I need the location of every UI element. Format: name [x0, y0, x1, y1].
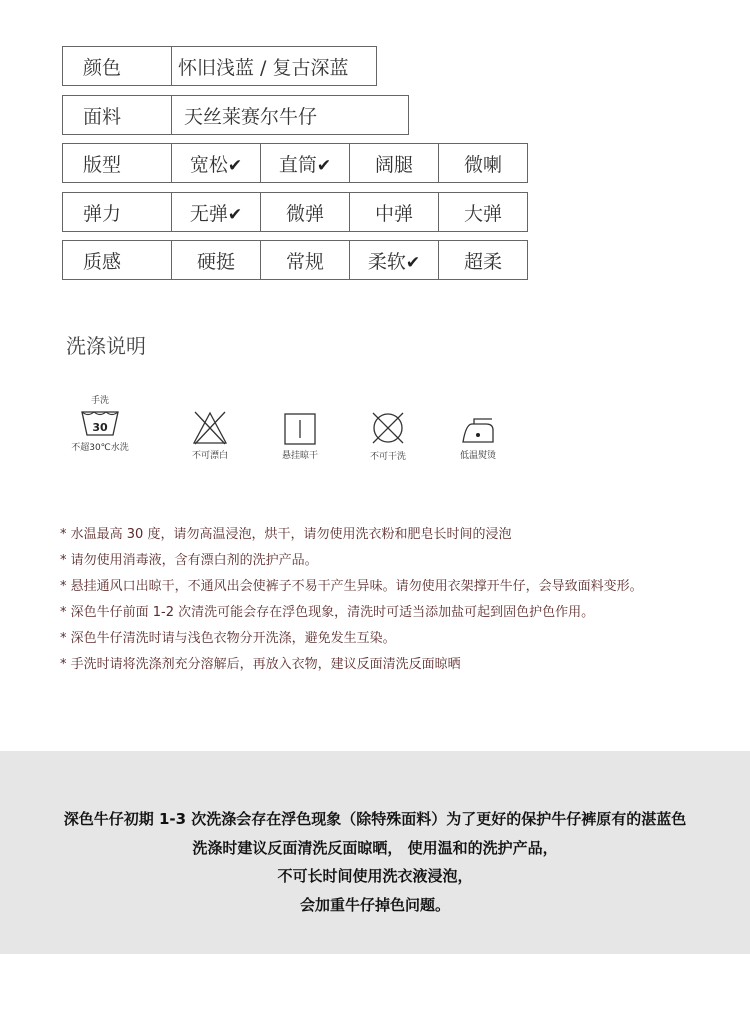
- stretch-label: 弹力: [63, 193, 172, 232]
- wash-note: * 悬挂通风口出晾干，不通风出会使裤子不易干产生异味。请勿使用衣架撑开牛仔，会导致面料变形。: [60, 579, 643, 594]
- wash-note: * 请勿使用消毒液，含有漂白剂的洗护产品。: [60, 553, 318, 568]
- no-dry-clean-item: [358, 409, 418, 462]
- no-bleach-item: [180, 410, 240, 461]
- check-icon: ✔: [316, 155, 332, 176]
- check-icon: ✔: [405, 252, 421, 273]
- no-bleach-caption: 不可漂白: [191, 451, 228, 461]
- hand-wash-item: [58, 393, 142, 453]
- color-label: 颜色: [63, 47, 172, 86]
- fade-warning-banner: [0, 751, 750, 954]
- stretch-option-medium: 中弹: [350, 193, 439, 232]
- fit-option-loose: [172, 144, 261, 183]
- no-dry-clean-caption: 不可干洗: [369, 452, 406, 462]
- feel-row: [62, 240, 528, 280]
- fit-label: 版型: [63, 144, 172, 183]
- banner-line: 洗涤时建议反面清洗反面晾晒， 使用温和的洗护产品，: [192, 838, 558, 857]
- wash-note: * 水温最高 30 度，请勿高温浸泡，烘干，请勿使用洗衣粉和肥皂长时间的浸泡: [60, 527, 512, 542]
- no-bleach-icon: [191, 410, 229, 446]
- fit-option-straight: [261, 144, 350, 183]
- stretch-row: [62, 192, 528, 232]
- hang-dry-caption: 悬挂晾干: [281, 451, 318, 461]
- fabric-row: [62, 95, 409, 135]
- color-value: 怀旧浅蓝 / 复古深蓝: [172, 47, 377, 86]
- fabric-label: 面料: [63, 96, 172, 135]
- wash-note: * 深色牛仔前面 1-2 次清洗可能会存在浮色现象，清洗时可适当添加盐可起到固色护色作用。: [60, 605, 595, 620]
- stretch-option-high: 大弹: [439, 193, 528, 232]
- feel-option-label: 柔软: [367, 250, 406, 273]
- check-icon: ✔: [227, 204, 243, 225]
- low-iron-item: [448, 416, 508, 461]
- wash-temp-number: 30: [92, 421, 108, 434]
- fit-row: [62, 143, 528, 183]
- banner-line: 深色牛仔初期 1-3 次洗涤会存在浮色现象（除特殊面料）为了更好的保护牛仔裤原有的湛蓝色: [63, 810, 687, 828]
- stretch-option-none: [172, 193, 261, 232]
- fit-option-label: 宽松: [189, 153, 228, 176]
- banner-line: 会加重牛仔掉色问题。: [299, 895, 450, 914]
- wash-title: 洗涤说明: [66, 334, 146, 358]
- fit-option-label: 直筒: [278, 153, 317, 176]
- banner-line: 不可长时间使用洗衣液浸泡，: [277, 867, 473, 885]
- no-dry-clean-icon: [369, 409, 407, 447]
- stretch-option-label: 无弹: [189, 202, 228, 225]
- low-iron-caption: 低温熨烫: [459, 451, 496, 461]
- stretch-option-slight: 微弹: [261, 193, 350, 232]
- feel-option-super-soft: 超柔: [439, 241, 528, 280]
- hand-wash-icon: [80, 408, 120, 438]
- wash-note: * 手洗时请将洗涤剂充分溶解后，再放入衣物，建议反面清洗反面晾晒: [60, 657, 461, 672]
- fabric-value: 天丝莱赛尔牛仔: [172, 96, 409, 135]
- feel-label: 质感: [63, 241, 172, 280]
- wash-notes-list: [60, 522, 643, 678]
- hang-dry-icon: [283, 412, 317, 446]
- check-icon: ✔: [227, 155, 243, 176]
- fit-option-wide-leg: 阔腿: [350, 144, 439, 183]
- hand-wash-caption: 不超30℃水洗: [71, 443, 129, 453]
- feel-option-stiff: 硬挺: [172, 241, 261, 280]
- low-iron-icon: [460, 416, 496, 446]
- hang-dry-item: [270, 412, 330, 461]
- feel-option-soft: [350, 241, 439, 280]
- wash-note: * 深色牛仔清洗时请与浅色衣物分开洗涤，避免发生互染。: [60, 631, 396, 646]
- feel-option-regular: 常规: [261, 241, 350, 280]
- color-row: [62, 46, 377, 86]
- hand-wash-top-label: 手洗: [90, 396, 109, 406]
- fit-option-flare: 微喇: [439, 144, 528, 183]
